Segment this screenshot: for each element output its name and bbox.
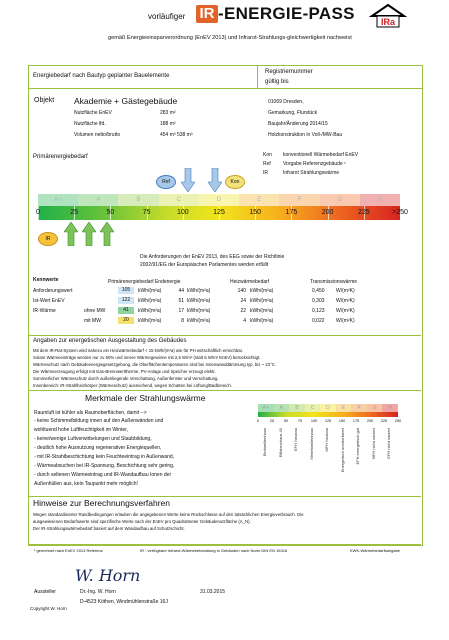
mini-label: EFH Neubau [293, 428, 298, 452]
mini-gradient [258, 412, 398, 417]
row-label: Anforderungswert [33, 288, 73, 294]
object-row-label: Nutzfläche lfd. [74, 121, 106, 127]
legend-text: konventionell Wärmebedarf EnEV [283, 152, 359, 158]
object-label: Objekt [34, 97, 55, 104]
end-value: 17 [178, 308, 184, 314]
end-unit: kWh/(m²a) [187, 288, 211, 294]
registry-label: Registriernummer [265, 69, 313, 75]
object-name: Akademie + Gästegebäude [74, 96, 178, 106]
divider [28, 544, 421, 545]
row-label: Ist-Wert EnEV [33, 298, 65, 304]
scale-tick-label: >250 [392, 209, 408, 216]
row-sub: ohne MW [84, 308, 106, 314]
mini-tick-label: 0 [256, 419, 260, 423]
primary-value: 41 [118, 307, 134, 314]
primary-unit: kWh/(m²a) [138, 308, 162, 314]
end-value: 51 [178, 298, 184, 304]
mini-tick-label: 100 [310, 419, 318, 423]
primary-unit: kWh/(m²a) [138, 288, 162, 294]
trans-value: 0,022 [312, 318, 325, 324]
legend-text: Infrarot Strahlungswärme [283, 170, 340, 176]
object-row-value: 454 m³ 538 m³ [160, 132, 193, 138]
footnote-mid: IR - verfügbare Infrarot-Wärmebehandlung in Gebäuden nach Norm DIN EN 15316 [140, 548, 288, 553]
detail-head: Angaben zur energetischen Ausgestaltung des Gebäudes [33, 338, 187, 344]
scale-tick-label: 125 [213, 209, 225, 216]
trans-value: 0,123 [312, 308, 325, 314]
scale-tick-label: 150 [249, 209, 262, 216]
scale-tick-label: 225 [357, 209, 370, 216]
mini-class-label: C [305, 404, 321, 412]
class-label: B [118, 194, 158, 206]
trans-unit: W/(m²K) [336, 318, 355, 324]
page-title: -ENERGIE-PASS [218, 4, 355, 23]
mini-tick-label: 250 [394, 419, 402, 423]
mini-tick-label: 125 [324, 419, 332, 423]
mini-class-label: B [289, 404, 305, 412]
class-label: A [78, 194, 118, 206]
divider [28, 496, 421, 497]
arrow-down-icon [181, 168, 195, 192]
top-row [28, 65, 423, 89]
arrow-up-icon [64, 222, 78, 246]
detail-line: Mit dem IR-Rat-System wird nahezu ein Heizwärmebedarf < 15 kWh/(m²a) wie für PH wirtschaftlich erreichbar. [33, 348, 244, 353]
mini-class-bar [258, 404, 398, 412]
brand-house-logo [368, 2, 408, 30]
arrow-up-icon [100, 222, 114, 246]
scale-tick-label: 25 [70, 209, 79, 216]
end-unit: kWh/(m²a) [187, 318, 211, 324]
merkmale-item: - mit IR-Strahlbeschichtung kein Feuchteeintrag in Außenwand, [34, 454, 175, 460]
energy-class-bar [38, 194, 400, 206]
detail-line: Sommerlicher Wärmeschutz durch außenliegende Verschattung, Außenfenster und Verschattung. [33, 376, 219, 381]
mini-label: Mehrfamilienhaus [308, 428, 314, 460]
signature: W. Horn [75, 566, 141, 585]
issue-date: 31.03.2015 [200, 589, 226, 595]
primary-unit: kWh/(m²a) [138, 318, 162, 324]
mini-tick-label: 175 [352, 419, 360, 423]
heat-value: 4 [243, 318, 246, 324]
end-value: 44 [178, 288, 184, 294]
copyright: Copyright W. Horn [30, 606, 67, 611]
class-label: D [199, 194, 239, 206]
brand-text: IRa [380, 17, 396, 27]
issuer-name: Dr.-Ing. W. Horn [80, 589, 116, 595]
trans-value: 0,303 [312, 298, 325, 304]
object-row-value: 188 m² [160, 121, 176, 127]
mini-class-label: G [367, 404, 383, 412]
merkmale-item: Außenhüllen aus, kein Taupunkt mehr möglich! [34, 481, 138, 487]
merkmale-item: - keine Schimmelbildung innen auf den Außenwänden und [34, 418, 164, 424]
scale-tick-label: 200 [321, 209, 334, 216]
object-row-right: Gemarkung, Flurstück [268, 110, 318, 116]
requirements-note-1: Die Anforderungen der EnEV 2013, des EEG sowie der Richtlinie [140, 254, 285, 260]
class-label: C [159, 194, 199, 206]
mini-class-label: F [351, 404, 367, 412]
heat-value: 24 [240, 298, 246, 304]
mini-tick-label: 200 [366, 419, 374, 423]
table-head-left: Kennwerte [33, 277, 59, 283]
trans-unit: W/(m²K) [336, 298, 355, 304]
hinweise-head: Hinweise zur Berechnungsverfahren [33, 498, 171, 508]
divider [28, 335, 421, 336]
heat-unit: kWh/(m²a) [250, 318, 274, 324]
mini-tick-label: 225 [380, 419, 388, 423]
ir-logo: IR [196, 5, 218, 23]
arrow-up-icon [82, 222, 96, 246]
detail-line: Wärmeschutz nach Gebäudeenergiegesetzgebung, die Oberflächentemperaturen sind bei Innenwanddämmung typ. bis ~ 23°C. [33, 362, 277, 367]
mini-tick-label: 50 [283, 419, 289, 423]
valid-until: gültig bis [265, 79, 289, 85]
merkmale-item: wohltuend hohe Luftfeuchtigkeit im Winter, [34, 427, 128, 433]
title-prefix: vorläufiger [148, 12, 186, 21]
mini-tick-label: 150 [338, 419, 346, 423]
scale-tick-label: 50 [106, 209, 115, 216]
object-row-right: Holzkonstruktion in Voll-/MW-Bau [268, 132, 343, 138]
primary-label: Primärenergiebedarf [33, 154, 88, 160]
detail-line: Innenbereich: IR-Strahlheizkörper (Wärmeschutz) ausreichend, wegen Schatten bei Lüftung/Badbereich. [33, 383, 232, 388]
footnote-right: KWK-Wärmebedarfsangabe [350, 548, 401, 553]
end-unit: kWh/(m²a) [187, 308, 211, 314]
scale-tick-label: 0 [36, 209, 40, 216]
object-row-value: 283 m² [160, 110, 176, 116]
merkmale-item: - Wärmeabsuchen bei IR-Spannung, Beschichtung sehr gering, [34, 463, 175, 469]
merkmale-intro: Raumluft ist kühler als Raumoberflächen, damit --> [34, 410, 147, 416]
issuer-label: Aussteller [34, 589, 56, 595]
heat-value: 140 [237, 288, 246, 294]
object-row-label: Nutzfläche EnEV [74, 110, 112, 116]
mini-class-label: E [336, 404, 352, 412]
merkmale-head: Merkmale der Strahlungswärme [85, 393, 206, 403]
heat-value: 22 [240, 308, 246, 314]
scale-tick-label: 75 [142, 209, 151, 216]
top-row-left: Energiebedarf nach Bautyp geplanter Bauelemente [33, 73, 170, 79]
ir-bubble: IR [38, 232, 58, 246]
col-heat: Heizwärmebedarf [230, 279, 270, 285]
mini-label: MFH Neubau [324, 428, 329, 452]
mini-label: Energetisch modernisiert [339, 428, 345, 473]
footnote-left: ¹ gerechnet nach EnEV 2013 Referenz [34, 548, 103, 553]
legend-key: Kon [263, 152, 272, 158]
hinweise-line: Wegen standardisierter Randbedingungen erlauben die angegebenen Werte keine Rückschlüsse auf den tatsächlichen Energieverbrauch. Die [33, 512, 304, 517]
primary-unit: kWh/(m²a) [138, 298, 162, 304]
mini-tick-label: 25 [269, 419, 275, 423]
object-row-label: Volumen netto/brutto [74, 132, 121, 138]
scale-tick-label: 100 [176, 209, 189, 216]
mini-class-label: A [274, 404, 290, 412]
col-primary: Primärenergiebedarf Endenergie [108, 279, 181, 285]
scale-tick-label: 175 [285, 209, 298, 216]
kon-bubble: Kon [225, 175, 245, 189]
trans-unit: W/(m²K) [336, 288, 355, 294]
heat-unit: kWh/(m²a) [250, 298, 274, 304]
class-label: E [239, 194, 279, 206]
row-label: IR-Wärme [33, 308, 56, 314]
heat-unit: kWh/(m²a) [250, 288, 274, 294]
detail-line: Die Wärmeerzeugung erfolgt mit Gas-Brennwerttherme, PV-Anlage und Speicher erzeugt elektr. [33, 369, 216, 374]
mini-label: Einfamilienhaus [262, 428, 267, 457]
legend-key: IR [263, 170, 268, 176]
requirements-note-2: 2002/91/EG der Europäischen Parlamentes werden erfüllt [140, 262, 269, 268]
primary-value: 20 [118, 317, 134, 324]
divider [28, 390, 421, 391]
row-sub: mit MW [84, 318, 101, 324]
legend-text: Vorgabe Referenzgebäude ¹ [283, 161, 346, 167]
mini-class-label: A+ [258, 404, 274, 412]
mini-label: EFH nicht saniert [386, 428, 391, 459]
col-transmission: Transmissionswärme [310, 279, 358, 285]
merkmale-item: - deutlich hohe Ausnutzung regenerativer Energiequellen, [34, 445, 162, 451]
issuer-address: D-4523 Köthen, Windmühlenstraße 16J [80, 599, 168, 605]
primary-legend [263, 152, 358, 179]
legend-key: Ref [263, 161, 271, 167]
detail-line: Solare Wärmeeinträge werden nur zu 50% und innere Wärmegewinne mit 2,6 W/m² (statt 5 W/m² EnEV) berücksichtigt. [33, 355, 261, 360]
mini-label: Effizienzhaus 40 [277, 428, 283, 458]
hinweise-line: Der IR-Strahlungswärmebedarf basiert auf dem Wandaufbau auf Schutzschicht. [33, 526, 185, 531]
class-label: G [320, 194, 360, 206]
arrow-down-icon [208, 168, 222, 192]
end-value: 8 [181, 318, 184, 324]
subtitle: gemäß Energieeinsparverordnung (EnEV 2013) und Infrarot-Strahlungs-gleichwertigkeit nachweist [108, 35, 352, 41]
mini-label: EFH energetisch gut [355, 428, 360, 465]
trans-value: 0,450 [312, 288, 325, 294]
primary-value: 105 [118, 287, 134, 294]
end-unit: kWh/(m²a) [187, 298, 211, 304]
merkmale-item: - keine/wenige Luftverwirbelungen und Staubbildung, [34, 436, 152, 442]
class-label: A+ [38, 194, 78, 206]
heat-unit: kWh/(m²a) [250, 308, 274, 314]
mini-class-label: D [320, 404, 336, 412]
class-label: F [279, 194, 319, 206]
class-label: H [360, 194, 400, 206]
mini-tick-label: 75 [297, 419, 303, 423]
object-row-right: Baujahr/Änderung 2014/15 [268, 121, 328, 127]
trans-unit: W/(m²K) [336, 308, 355, 314]
mini-class-label: H [382, 404, 398, 412]
mini-label: MFH nicht saniert [370, 428, 376, 460]
ref-bubble: Ref [156, 175, 176, 189]
merkmale-item: - durch seltenen Wärmeeintrag und IR-Wandaufbau Ionen der [34, 472, 172, 478]
primary-value: 122 [118, 297, 134, 304]
hinweise-line: ausgewiesenen Bedarfswerte sind spezifische Werte nach der EnEV pro Quadratmeter Gebäudenutzfläche (A_N). [33, 519, 251, 524]
object-location: 01069 Dresden, [268, 99, 304, 105]
